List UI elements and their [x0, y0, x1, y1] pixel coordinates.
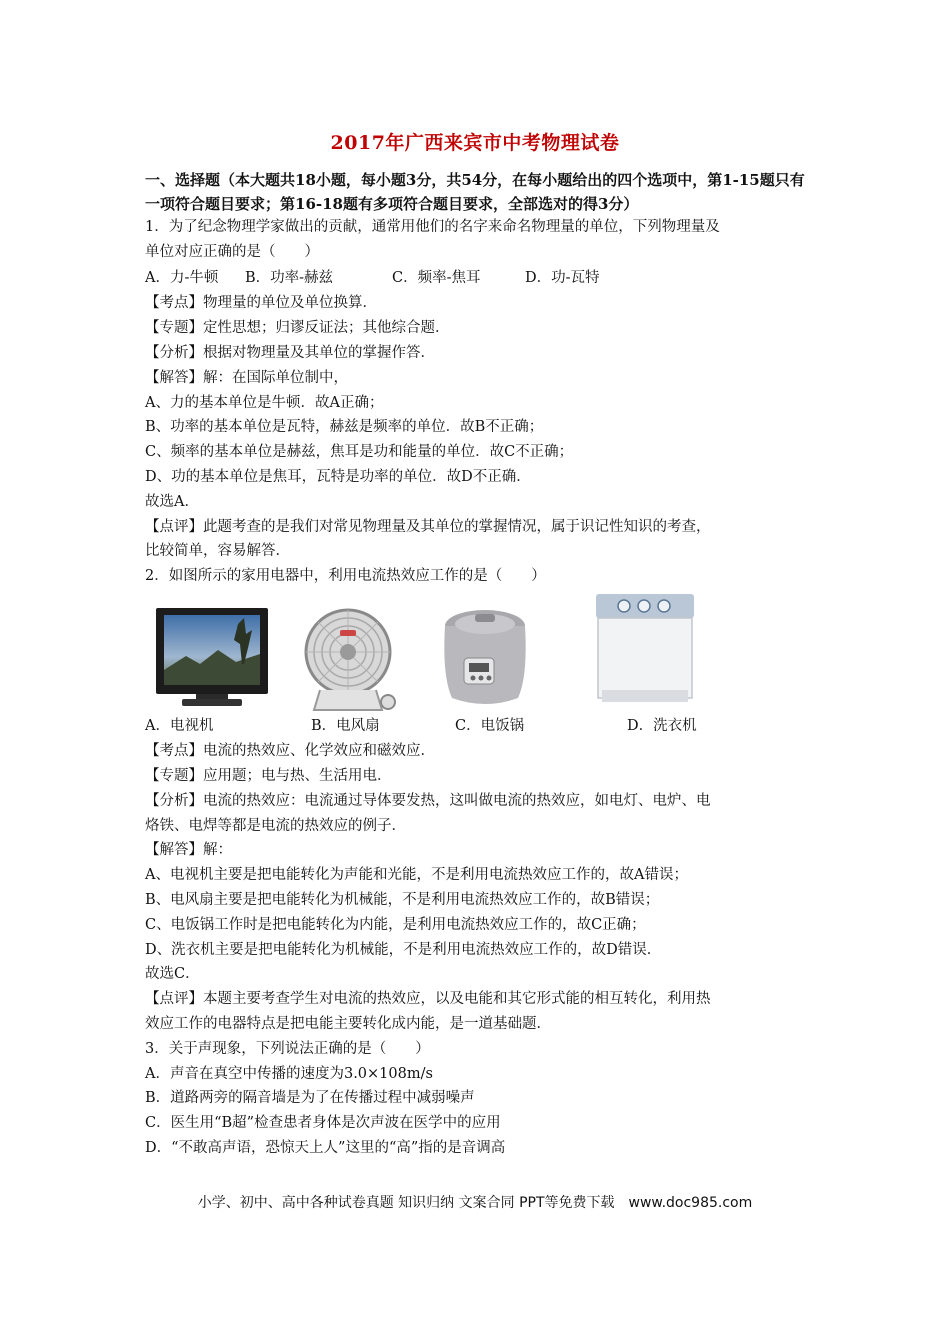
q1-dianping-line2: 比较简单，容易解答．: [145, 543, 290, 559]
q3-option-b: B．道路两旁的隔音墙是为了在传播过程中减弱噪声: [145, 1090, 475, 1106]
section-header: 一、选择题（本大题共18小题，每小题3分，共54分，在每小题给出的四个选项中，第1-15题只有一项符合题目要求；第16-18题有多项符合题目要求，全部选对的得3分）: [145, 171, 805, 213]
q2-option-a: A．电视机: [145, 718, 214, 734]
q1-option-b: B．功率-赫兹: [245, 270, 334, 286]
q1-zhuanti: 【专题】定性思想；归谬反证法；其他综合题．: [145, 320, 450, 336]
q2-analysis-d: D、洗衣机主要是把电能转化为机械能，不是利用电流热效应工作的，故D错误．: [145, 942, 662, 958]
q1-analysis-a: A、力的基本单位是牛顿．故A正确；: [145, 395, 384, 411]
q2-option-d: D．洗衣机: [627, 718, 697, 734]
page-footer: 小学、初中、高中各种试卷真题 知识归纳 文案合同 PPT等免费下载 www.doc985.com: [197, 1195, 753, 1211]
q1-fenxi: 【分析】根据对物理量及其单位的掌握作答．: [145, 345, 435, 361]
washing-machine-image: [592, 590, 698, 708]
q1-option-c: C．频率-焦耳: [392, 270, 481, 286]
tv-image: [152, 604, 272, 712]
q2-option-c: C．电饭锅: [455, 718, 525, 734]
q2-fenxi-line1: 【分析】电流的热效应：电流通过导体要发热，这叫做电流的热效应，如电灯、电炉、电: [145, 793, 711, 809]
q2-analysis-b: B、电风扇主要是把电能转化为机械能，不是利用电流热效应工作的，故B错误；: [145, 892, 660, 908]
q2-stem: 2．如图所示的家用电器中，利用电流热效应工作的是（ ）: [145, 568, 546, 584]
q1-options: [145, 268, 600, 288]
q2-jieda: 【解答】解：: [145, 842, 232, 858]
q2-options: [145, 716, 697, 736]
q2-analysis-a: A、电视机主要是把电能转化为声能和光能，不是利用电流热效应工作的，故A错误；: [145, 867, 688, 883]
q1-option-d: D．功-瓦特: [525, 270, 600, 286]
q3-stem: 3．关于声现象，下列说法正确的是（ ）: [145, 1041, 430, 1057]
q1-answer: 故选A．: [145, 494, 199, 510]
q3-option-d: D．“不敢高声语，恐惊天上人”这里的“高”指的是音调高: [145, 1140, 506, 1156]
q2-dianping-line2: 效应工作的电器特点是把电能主要转化成内能，是一道基础题．: [145, 1016, 551, 1032]
q2-fenxi-line2: 烙铁、电焊等都是电流的热效应的例子．: [145, 818, 406, 834]
q2-option-b: B．电风扇: [311, 718, 380, 734]
electric-fan-image: [300, 604, 400, 716]
q1-analysis-d: D、功的基本单位是焦耳，瓦特是功率的单位．故D不正确．: [145, 469, 531, 485]
q2-zhuanti: 【专题】应用题；电与热、生活用电．: [145, 768, 392, 784]
q1-analysis-c: C、频率的基本单位是赫兹，焦耳是功和能量的单位．故C不正确；: [145, 444, 574, 460]
q2-answer: 故选C．: [145, 966, 200, 982]
q3-option-a: A．声音在真空中传播的速度为3.0×108m/s: [145, 1066, 433, 1082]
page-title: 2017年广西来宾市中考物理试卷: [330, 132, 620, 154]
q2-dianping-line1: 【点评】本题主要考查学生对电流的热效应，以及电能和其它形式能的相互转化，利用热: [145, 991, 711, 1007]
q3-option-c: C．医生用“B超”检查患者身体是次声波在医学中的应用: [145, 1115, 501, 1131]
q2-analysis-c: C、电饭锅工作时是把电能转化为内能，是利用电流热效应工作的，故C正确；: [145, 917, 646, 933]
q1-option-a: A．力-牛顿: [145, 270, 219, 286]
q2-kaodian: 【考点】电流的热效应、化学效应和磁效应．: [145, 743, 435, 759]
rice-cooker-image: [440, 606, 530, 710]
q1-stem-line2: 单位对应正确的是（ ）: [145, 244, 319, 260]
q1-stem-line1: 1．为了纪念物理学家做出的贡献，通常用他们的名字来命名物理量的单位，下列物理量及: [145, 219, 720, 235]
q1-jieda: 【解答】解：在国际单位制中，: [145, 370, 348, 386]
q1-kaodian: 【考点】物理量的单位及单位换算．: [145, 295, 377, 311]
q1-dianping-line1: 【点评】此题考查的是我们对常见物理量及其单位的掌握情况，属于识记性知识的考查，: [145, 519, 711, 535]
q1-analysis-b: B、功率的基本单位是瓦特，赫兹是频率的单位．故B不正确；: [145, 419, 544, 435]
